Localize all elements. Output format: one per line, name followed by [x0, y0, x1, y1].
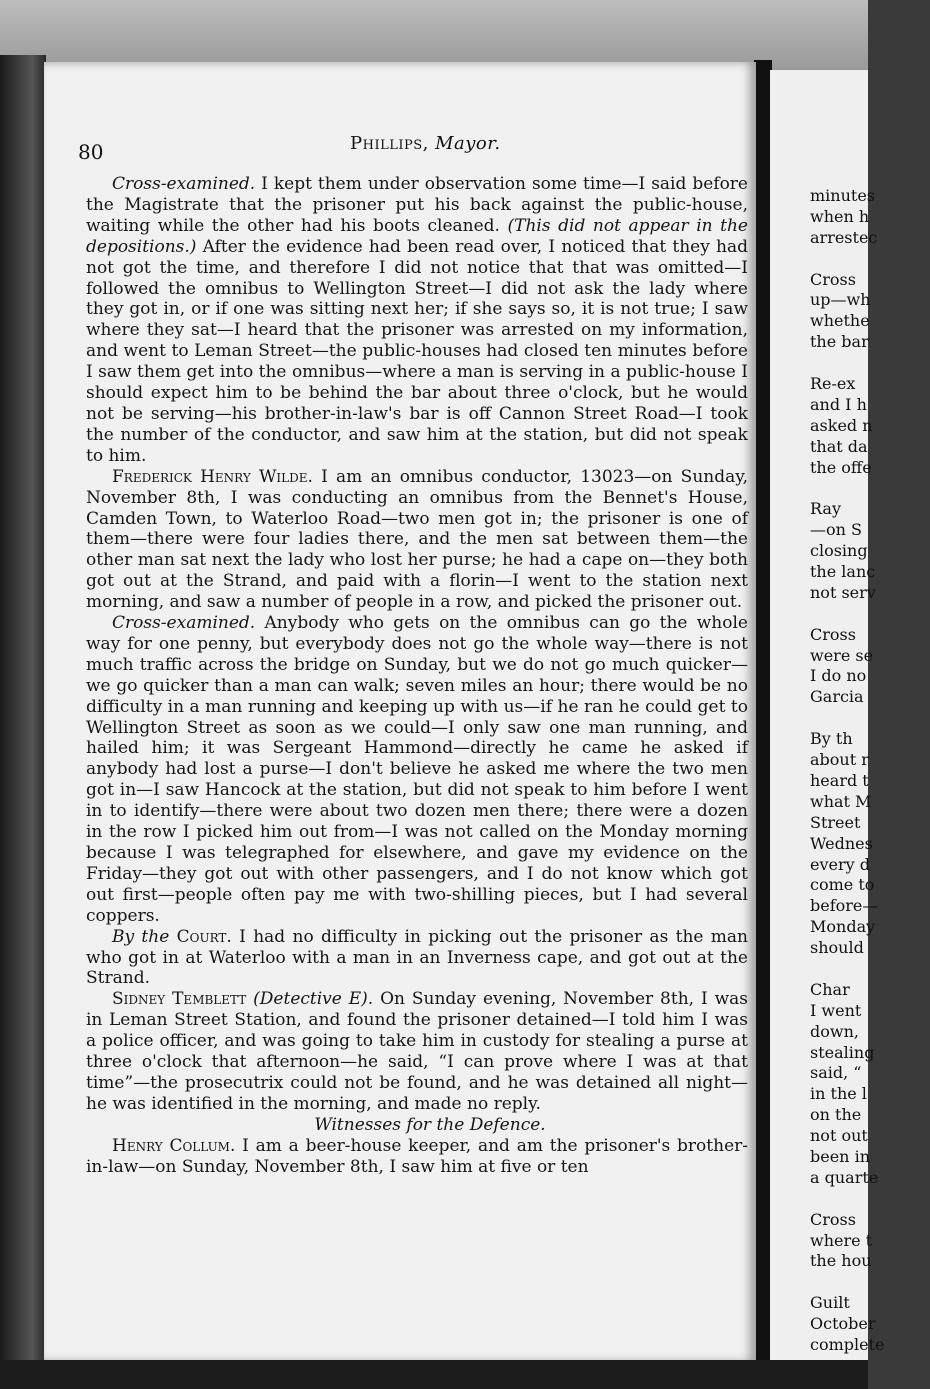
paragraph-text: I am an omnibus conductor, 13023—on Sunday, November 8th, I was conducting an omnibus from the Bennet's House, Camden Town, to Waterloo Road—two men got in; the prisoner is one of them—there were four ladies there, and the men sat between them—the other man sat next the lady who lost her purse; he had a cape on—they both got out at the Strand, and paid with a florin—I went to the station next morning, and saw a number of people in a row, and picked the prisoner out. — [86, 466, 748, 613]
right-page-line: Wednes — [810, 833, 873, 853]
page-number: 80 — [78, 140, 104, 164]
speaker-name: Henry Collum. — [112, 1135, 236, 1156]
right-page-line: closing — [810, 541, 868, 561]
scan-bottom-edge — [0, 1360, 868, 1389]
right-page-line: Cross — [810, 1209, 856, 1229]
right-page-line: Cross — [810, 269, 856, 289]
right-page-line: been in — [810, 1146, 870, 1166]
italic-text: Cross-examined. — [112, 613, 256, 634]
paragraph — [86, 989, 748, 1114]
right-page-line: were se — [810, 645, 874, 665]
right-page-line: the bar — [810, 332, 869, 352]
paragraph-text: After the evidence had been read over, I noticed that they had not got the time, and therefore I did not notice that that was omitted—I followed the omnibus to Wellington Street—I did not ask the lady where they got in, or if one was sitting next her; if she says so, it is not true; I saw where they sat—I heard that the prisoner was arrested on my information, and went to Leman Street—the public-houses had closed ten minutes before I saw them get into the omnibus—where a man is serving in a public-house I should expect him to be behind the bar about three o'clock, but he would not be serving—his brother-in-law's bar is off Cannon Street Road—I took the number of the conductor, and saw him at the station, but did not speak to him. — [86, 236, 748, 466]
running-head — [350, 133, 501, 154]
right-page-line: every d — [810, 854, 870, 874]
right-page-line: that da — [810, 436, 868, 456]
right-page-line: where t — [810, 1230, 873, 1250]
right-page-line: Re-ex — [810, 374, 856, 394]
right-page-line: I do no — [810, 666, 867, 686]
right-page-line — [810, 1189, 930, 1210]
right-page-line: By th — [810, 729, 853, 749]
paragraph — [86, 613, 748, 927]
right-page-line: the hou — [810, 1251, 872, 1271]
body-text — [86, 174, 748, 1178]
right-page-line: Cross — [810, 624, 856, 644]
right-page-line: should — [810, 938, 864, 958]
running-head-title: Mayor. — [435, 133, 501, 154]
right-page-line: the offe — [810, 457, 872, 477]
right-page-line: not out — [810, 1126, 868, 1146]
right-page-line: down, — [810, 1021, 859, 1041]
right-page-line: up—wh — [810, 290, 871, 310]
right-page-line: when h — [810, 206, 870, 226]
right-page-line: Monday — [810, 917, 876, 937]
paragraph — [86, 1136, 748, 1178]
right-page-line: stealing — [810, 1042, 875, 1062]
right-page-line: Guilt — [810, 1293, 850, 1313]
right-page-line: complete — [810, 1334, 885, 1354]
right-page-fragment — [770, 70, 885, 1370]
paragraph — [86, 467, 748, 613]
right-page-line: asked n — [810, 415, 873, 435]
right-page-line: Garcia — [810, 687, 864, 707]
paragraph-text: On Sunday evening, November 8th, I was in Leman Street Station, and found the prisoner detained—I told him I was a police officer, and was going to take him in custody for stealing a purse at three o'clock that afternoon—he said, “I can prove where I was at that time”—the prosecutrix could not be found, and he was detained all night—he was identified in the morning, and made no reply. — [86, 989, 748, 1114]
right-page-line — [810, 478, 930, 499]
right-page-line — [810, 959, 930, 980]
right-page-line — [810, 353, 930, 374]
right-page-line: come to — [810, 875, 875, 895]
right-page-line — [810, 604, 930, 625]
right-page-line: arrestec — [810, 227, 878, 247]
right-page-line: before— — [810, 896, 879, 916]
right-page-line: said, “ — [810, 1063, 862, 1083]
section-subheading: Witnesses for the Defence. — [314, 1114, 546, 1135]
paragraph-text: Anybody who gets on the omnibus can go the whole way for one penny, but everybody does not go the whole way—there is not much traffic across the bridge on Sunday, but we do not go much quicker—we go quicker than a man can walk; seven miles an hour; there would be no difficulty in a man running and keeping up with us—if he ran he could get to Wellington Street as soon as we could—I only saw one man running, and hailed him; it was Sergeant Hammond—directly he came he asked if anybody had lost a purse—I don't believe he asked me where the two men got in—I saw Hancock at the station, but did not speak to him before I went in to identify—there were about two dozen men there; there were a dozen in the row I picked him out from—I was not called on the Monday morning because I was telegraphed for elsewhere, and gave my evidence on the Friday—they got out with other passengers, and I do not know which got out first—people often pay me with two-shilling pieces, but I had several coppers. — [86, 613, 748, 926]
right-page-line: what M — [810, 791, 872, 811]
paragraph-text: I had no difficulty in picking out the prisoner as the man who got in at Waterloo with a man in an Inverness cape, and got out at the Strand. — [86, 926, 749, 989]
paragraph — [86, 174, 748, 467]
right-page-line — [810, 249, 930, 270]
right-page-line: Char — [810, 979, 850, 999]
right-page-line: whethe — [810, 311, 870, 331]
scan-top-edge — [0, 0, 868, 70]
speaker-name: Sidney Temblett — [112, 989, 247, 1010]
italic-text: Cross-examined. — [112, 174, 256, 194]
testimony-paragraphs — [86, 174, 748, 1115]
right-page-text — [810, 186, 930, 1356]
right-page-line: Ray — [810, 499, 841, 519]
right-page-line: Street — [810, 812, 861, 832]
final-paragraph-container — [86, 1136, 748, 1178]
paragraph — [86, 927, 748, 990]
speaker-name: Frederick Henry Wilde. — [112, 466, 313, 487]
italic-text: By the — [112, 926, 177, 947]
speaker-name: Court. — [176, 926, 232, 947]
right-page-line — [810, 708, 930, 729]
right-page-line: the lanc — [810, 562, 876, 582]
italic-text: (This did not appear in the depositions.) — [86, 215, 748, 257]
right-page-line: on the — [810, 1105, 862, 1125]
italic-text: (Detective E). — [246, 989, 374, 1010]
right-page-line: —on S — [810, 520, 862, 540]
right-page-line — [810, 1272, 930, 1293]
paragraph-text: I am a beer-house keeper, and am the prisoner's brother-in-law—on Sunday, November 8th, I saw him at five or ten — [86, 1135, 749, 1177]
right-page-line: not serv — [810, 582, 876, 602]
right-page-line: I went — [810, 1000, 862, 1020]
right-page-line: about r — [810, 750, 869, 770]
right-page-line: and I h — [810, 394, 867, 414]
right-page-line: in the l — [810, 1084, 867, 1104]
book-spine-edge — [0, 55, 46, 1389]
right-page-line: minutes — [810, 186, 876, 205]
right-page-line: October — [810, 1314, 876, 1334]
right-page-line: a quarte — [810, 1167, 879, 1187]
running-head-name: Phillips, — [350, 133, 429, 154]
right-page-line: heard t — [810, 770, 869, 790]
paragraph-text: I kept them under observation some time—I said before the Magistrate that the prisoner put his back against the public-house, waiting while the other had his boots cleaned. — [86, 174, 748, 236]
